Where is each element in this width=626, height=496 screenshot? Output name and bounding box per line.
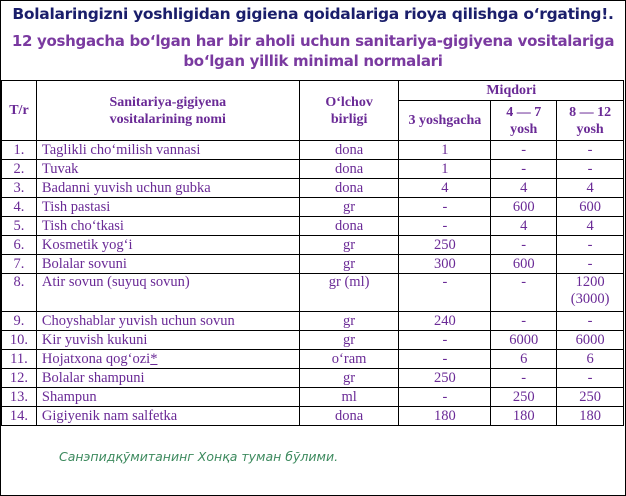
row-number: 1. (2, 141, 37, 160)
qty-age-0-3: 1 (399, 160, 491, 179)
footnote-marker: * (150, 350, 158, 367)
table-row (2, 331, 624, 350)
item-name-text: Kir yuvish kukuni (41, 331, 148, 348)
qty-age-0-3: 240 (399, 312, 491, 331)
row-number: 14. (2, 407, 37, 426)
row-number: 12. (2, 369, 37, 388)
qty-age-8-12 (557, 179, 624, 198)
table-row (2, 255, 624, 274)
unit: gr (299, 198, 399, 217)
item-name (36, 331, 299, 350)
item-name (36, 407, 299, 426)
row-number: 3. (2, 179, 37, 198)
qty-value: 6000 (575, 331, 605, 348)
qty-age-4-7: 4 (491, 179, 557, 198)
qty-value: 180 (579, 407, 601, 424)
qty-age-4-7: - (491, 141, 557, 160)
page-title: Bolalaringizni yoshligidan gigiena qoidalariga rioya qilishga o‘rgating!. (12, 5, 614, 23)
qty-age-8-12 (557, 160, 624, 179)
header-age-0-3: 3 yoshgacha (399, 101, 491, 141)
item-name-text: Tuvak (41, 160, 79, 177)
row-number: 9. (2, 312, 37, 331)
qty-value: - (587, 160, 593, 177)
item-name (36, 179, 299, 198)
row-number: 10. (2, 331, 37, 350)
header-unit: O‘lchov birligi (299, 81, 399, 141)
unit: o‘ram (299, 350, 399, 369)
item-name-text: Bolalar sovuni (41, 255, 127, 272)
row-number: 7. (2, 255, 37, 274)
row-number: 8. (2, 274, 37, 312)
row-number: 13. (2, 388, 37, 407)
item-name (36, 388, 299, 407)
qty-age-0-3: 180 (399, 407, 491, 426)
unit: gr (299, 312, 399, 331)
qty-value: 4 (586, 179, 594, 196)
qty-age-4-7: 600 (491, 255, 557, 274)
qty-age-4-7: 250 (491, 388, 557, 407)
subtitle-line-1: 12 yoshgacha bo‘lgan har bir aholi uchun sanitariya-gigiyena vositalariga (11, 32, 615, 50)
qty-age-8-12 (557, 388, 624, 407)
qty-age-4-7: - (491, 369, 557, 388)
item-name-text: Tish pastasi (41, 198, 111, 215)
qty-age-8-12 (557, 331, 624, 350)
qty-age-8-12 (557, 312, 624, 331)
item-name-text: Kosmetik yog‘i (41, 236, 133, 253)
table-row (2, 217, 624, 236)
item-name-text: Bolalar shampuni (41, 369, 145, 386)
qty-age-0-3: - (399, 350, 491, 369)
item-name (36, 369, 299, 388)
unit: dona (299, 217, 399, 236)
item-name (36, 255, 299, 274)
qty-age-8-12 (557, 369, 624, 388)
qty-age-0-3: - (399, 198, 491, 217)
footer-credit: Санэпидқўмитанинг Хонқа туман бўлими. (59, 449, 339, 464)
qty-age-4-7: - (491, 274, 557, 312)
unit: gr (299, 331, 399, 350)
qty-age-0-3: 4 (399, 179, 491, 198)
qty-age-4-7: - (491, 160, 557, 179)
table-row (2, 198, 624, 217)
qty-alt-value: (3000) (570, 291, 610, 307)
qty-value: - (587, 141, 593, 158)
qty-age-4-7: 4 (491, 217, 557, 236)
item-name (36, 160, 299, 179)
row-number: 11. (2, 350, 37, 369)
qty-age-4-7: 180 (491, 407, 557, 426)
item-name (36, 217, 299, 236)
table-row (2, 312, 624, 331)
item-name (36, 350, 299, 369)
qty-age-0-3: - (399, 274, 491, 312)
item-name (36, 198, 299, 217)
header-row-1 (2, 81, 624, 101)
table-row (2, 369, 624, 388)
unit: gr (299, 236, 399, 255)
table-row (2, 141, 624, 160)
qty-age-4-7: 600 (491, 198, 557, 217)
qty-value: - (587, 312, 593, 329)
qty-value: 250 (579, 388, 601, 405)
item-name-text: Badanni yuvish uchun gubka (41, 179, 211, 196)
qty-value: - (587, 369, 593, 386)
item-name-text: Shampun (41, 388, 97, 405)
table-row (2, 388, 624, 407)
unit: dona (299, 141, 399, 160)
hygiene-norms-table (1, 80, 624, 426)
qty-age-0-3: 300 (399, 255, 491, 274)
qty-age-4-7: - (491, 312, 557, 331)
item-name (36, 274, 299, 312)
unit: gr (ml) (299, 274, 399, 312)
unit: dona (299, 407, 399, 426)
header-age-4-7: 4 — 7 yosh (491, 101, 557, 141)
item-name-text: Tish cho‘tkasi (41, 217, 124, 234)
qty-age-4-7: - (491, 236, 557, 255)
qty-value: - (587, 236, 593, 253)
page-subtitle (1, 31, 625, 71)
qty-age-0-3: 250 (399, 236, 491, 255)
item-name-text: Taglikli cho‘milish vannasi (41, 141, 201, 158)
header-num: T/r (2, 81, 37, 141)
qty-age-0-3: - (399, 217, 491, 236)
header-age-8-12: 8 — 12 yosh (557, 101, 624, 141)
qty-age-0-3: 1 (399, 141, 491, 160)
qty-age-8-12 (557, 198, 624, 217)
qty-age-8-12 (557, 236, 624, 255)
qty-age-8-12 (557, 407, 624, 426)
table-row (2, 179, 624, 198)
table-row (2, 350, 624, 369)
qty-age-8-12 (557, 141, 624, 160)
qty-value: 600 (579, 198, 601, 215)
unit: gr (299, 255, 399, 274)
unit: ml (299, 388, 399, 407)
qty-age-0-3: - (399, 388, 491, 407)
table-row (2, 274, 624, 312)
row-number: 6. (2, 236, 37, 255)
row-number: 2. (2, 160, 37, 179)
qty-age-8-12 (557, 274, 624, 312)
item-name-text: Atir sovun (suyuq sovun) (41, 274, 190, 290)
item-name-text: Gigiyenik nam salfetka (41, 407, 178, 424)
qty-value: - (587, 255, 593, 272)
header-quantity: Miqdori (399, 81, 624, 101)
header-name: Sanitariya-gigiyena vositalarining nomi (36, 81, 299, 141)
row-number: 4. (2, 198, 37, 217)
table-row (2, 407, 624, 426)
qty-age-0-3: 250 (399, 369, 491, 388)
table-row (2, 236, 624, 255)
item-name (36, 312, 299, 331)
item-name-text: Choyshablar yuvish uchun sovun (41, 312, 235, 329)
unit: gr (299, 369, 399, 388)
item-name (36, 141, 299, 160)
item-name (36, 236, 299, 255)
qty-value: 1200 (575, 274, 605, 290)
row-number: 5. (2, 217, 37, 236)
unit: dona (299, 160, 399, 179)
qty-age-0-3: - (399, 331, 491, 350)
qty-age-4-7: 6000 (491, 331, 557, 350)
qty-age-8-12 (557, 255, 624, 274)
qty-value: 4 (586, 217, 594, 234)
qty-age-4-7: 6 (491, 350, 557, 369)
table-row (2, 160, 624, 179)
subtitle-line-2: bo‘lgan yillik minimal normalari (183, 52, 443, 70)
qty-value: 6 (586, 350, 594, 367)
table-body (2, 141, 624, 426)
qty-age-8-12 (557, 217, 624, 236)
qty-age-8-12 (557, 350, 624, 369)
item-name-text: Hojatxona qog‘ozi (41, 350, 151, 367)
unit: dona (299, 179, 399, 198)
